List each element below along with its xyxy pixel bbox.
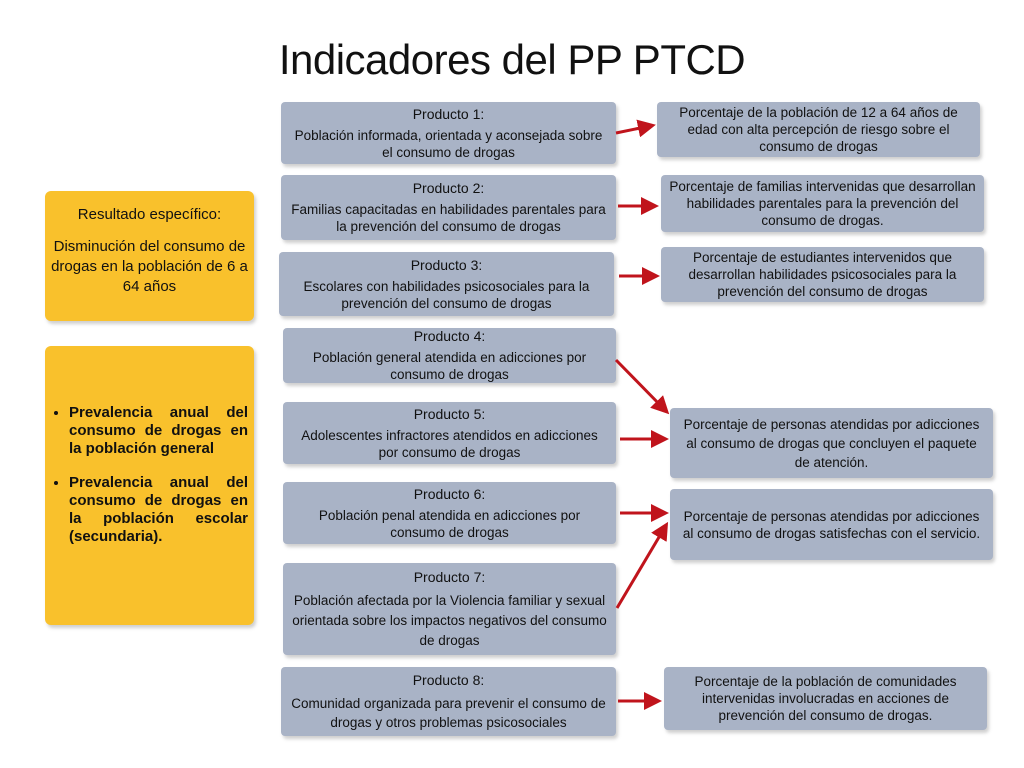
producto-label: Producto 8: — [412, 672, 485, 688]
producto-label: Producto 2: — [412, 180, 485, 196]
indicador-text: Porcentaje de la población de 12 a 64 años de edad con alta percepción de riesgo sobre el consumo de drogas — [679, 105, 958, 154]
indicador-resultado-item: • Prevalencia anual del consumo de drogas en la población general — [69, 404, 248, 458]
indicador-text: Porcentaje de personas atendidas por adicciones al consumo de drogas satisfechas con el servicio. — [682, 508, 981, 541]
arrow-producto7-indicador5 — [617, 527, 665, 608]
producto-text: Población penal atendida en adicciones por consumo de drogas — [318, 507, 581, 540]
producto-text: Familias capacitadas en habilidades parentales para la prevención del consumo de drogas — [291, 202, 606, 234]
indicador-text: Porcentaje de personas atendidas por adicciones al consumo de drogas que concluyen el paquete de atención. — [683, 416, 980, 470]
resultado-heading: Resultado específico: — [77, 206, 222, 223]
producto-text: Población general atendida en adicciones por consumo de drogas — [312, 350, 587, 382]
indicador-resultado-item: • Prevalencia anual del consumo de drogas en la población escolar (secundaria). — [69, 474, 248, 546]
producto-label: Producto 7: — [413, 569, 486, 585]
producto-text: Población afectada por la Violencia familiar y sexual orientada sobre los impactos negativos del consumo de drogas — [292, 593, 607, 648]
indicador-text: Porcentaje de estudiantes intervenidos que desarrollan habilidades psicosociales para la prevención del consumo de drogas — [688, 250, 957, 299]
producto-label: Producto 5: — [413, 405, 486, 422]
indicador-text: Porcentaje de familias intervenidas que desarrollan habilidades parentales para la prevención del consumo de drogas. — [669, 179, 976, 228]
page-title: Indicadores del PP PTCD — [278, 36, 746, 83]
producto-label: Producto 4: — [413, 328, 486, 344]
producto-label: Producto 3: — [410, 256, 483, 273]
indicador-text: Porcentaje de la población de comunidades intervenidas involucradas en acciones de prevención del consumo de drogas. — [694, 674, 957, 723]
producto-text: Comunidad organizada para prevenir el consumo de drogas y otros problemas psicosociales — [291, 696, 606, 730]
producto-text: Población informada, orientada y aconsejada sobre el consumo de drogas — [294, 127, 603, 160]
arrow-producto4-indicador4 — [616, 360, 665, 410]
producto-text: Adolescentes infractores atendidos en adicciones por consumo de drogas — [301, 427, 598, 460]
producto-label: Producto 1: — [412, 105, 485, 122]
arrow-producto1-indicador1 — [616, 126, 650, 133]
resultado-text: Disminución del consumo de drogas en la población de 6 a 64 años — [51, 238, 248, 295]
producto-text: Escolares con habilidades psicosociales para la prevención del consumo de drogas — [303, 278, 590, 311]
producto-label: Producto 6: — [413, 485, 486, 502]
